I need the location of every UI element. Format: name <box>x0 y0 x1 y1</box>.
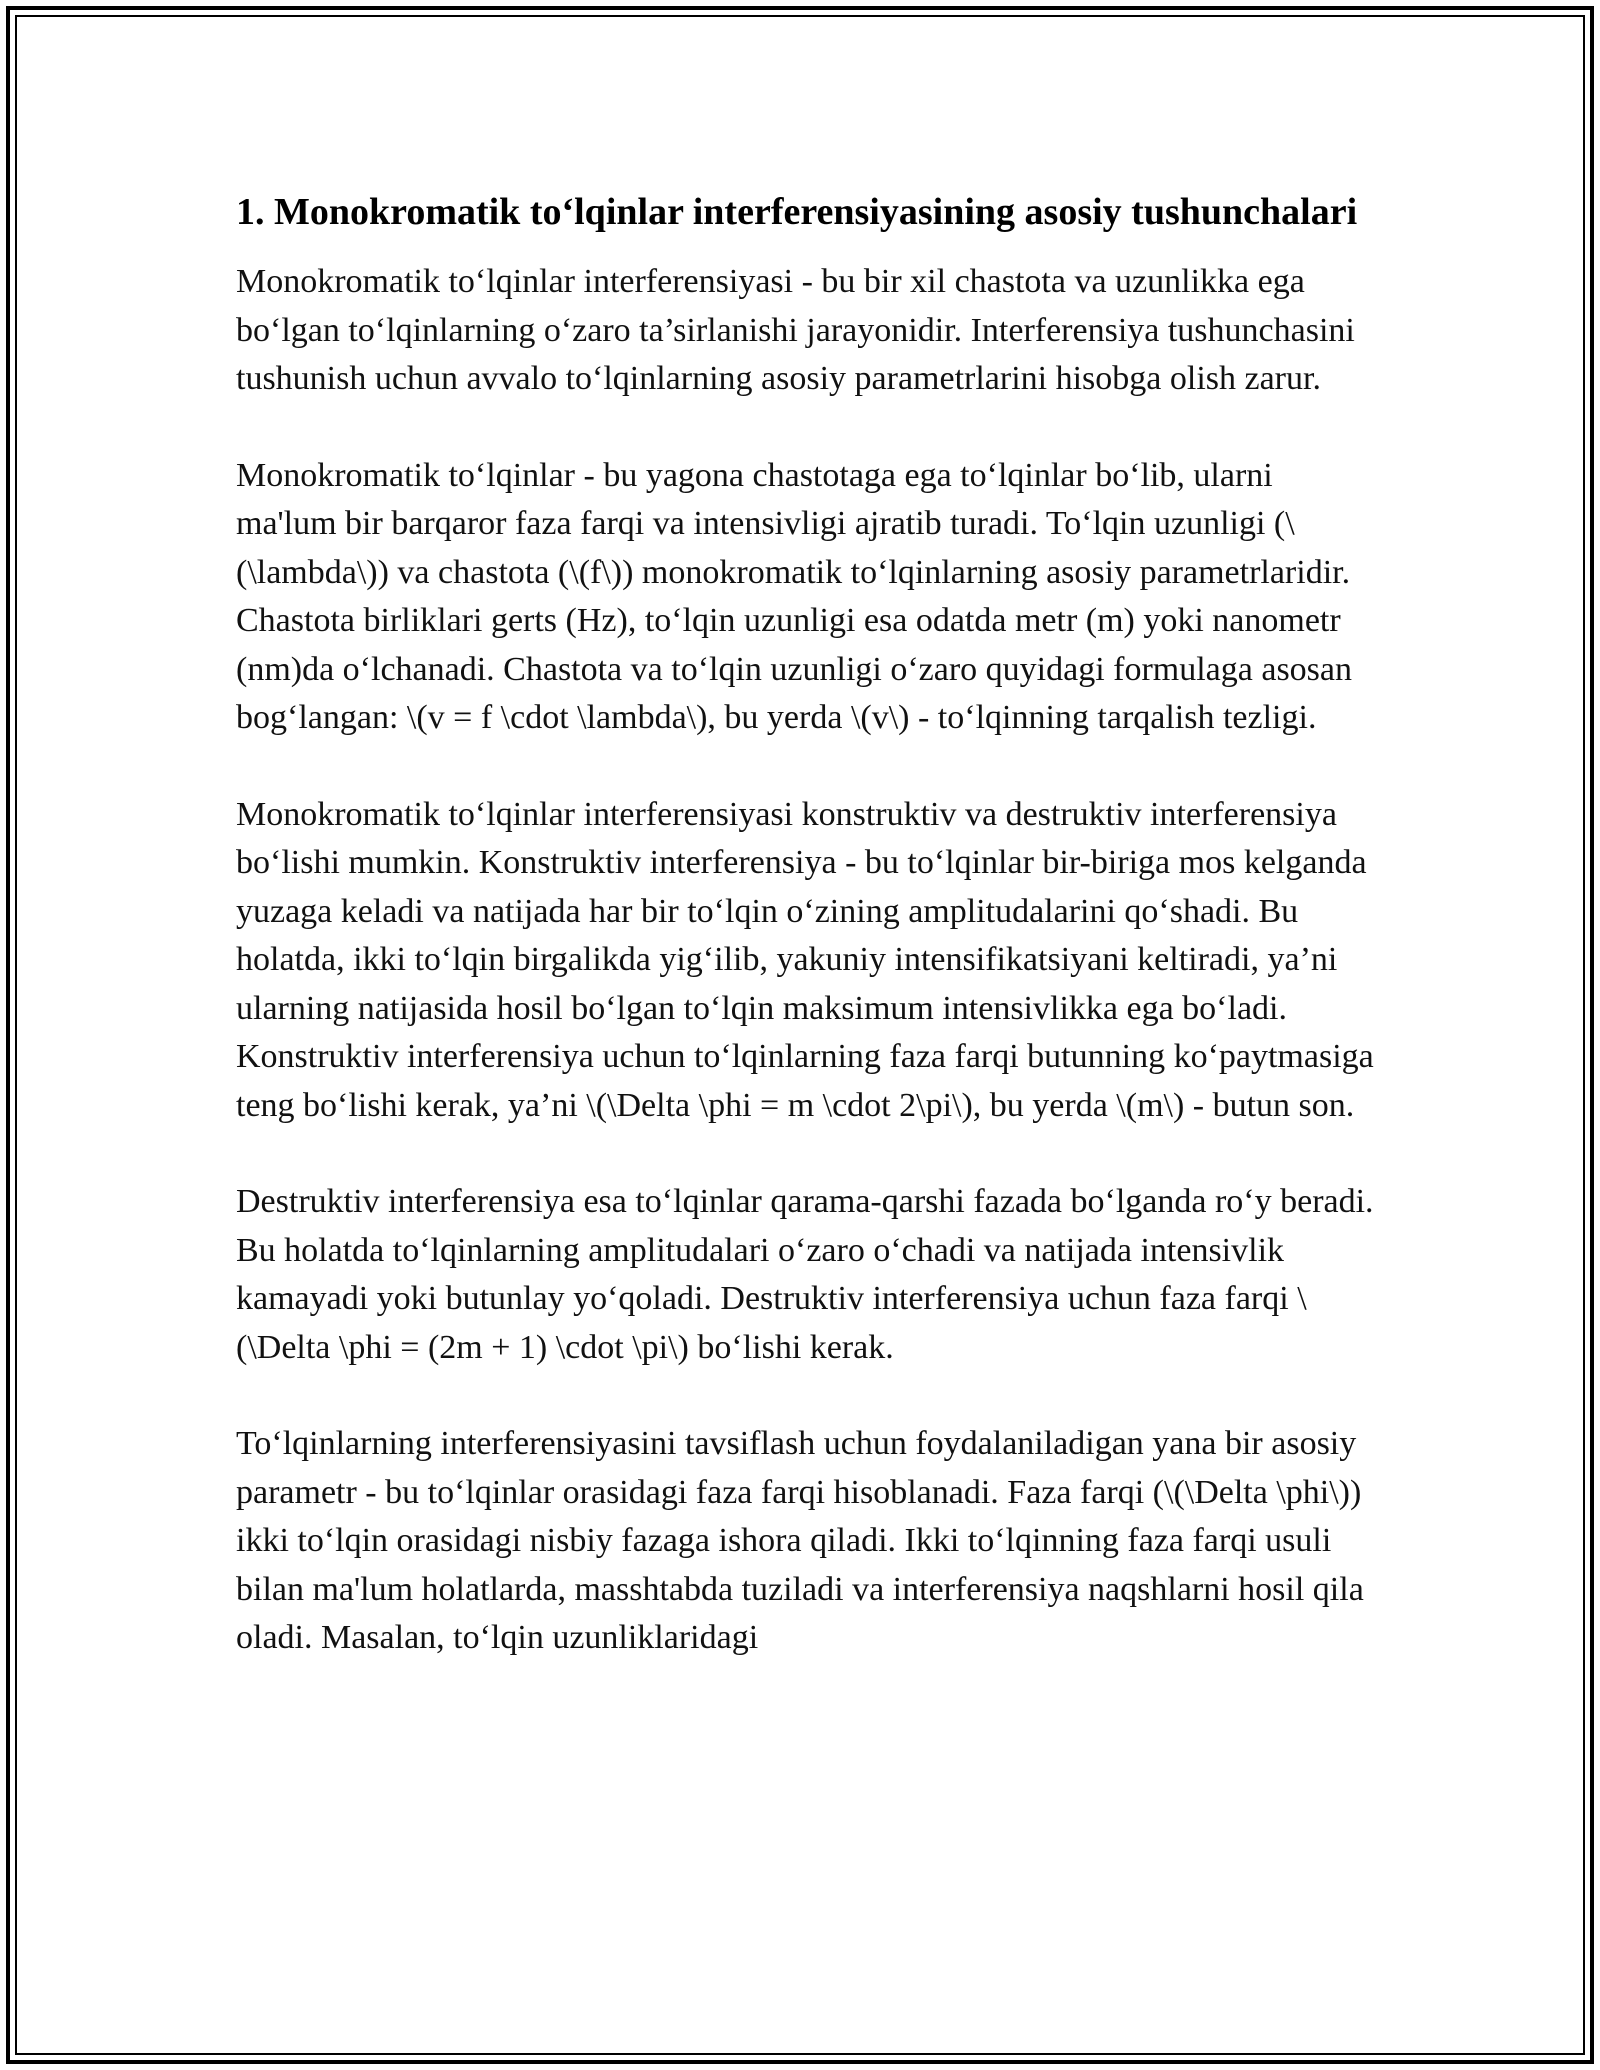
paragraph-monochromatic-definition: Monokromatik to‘lqinlar - bu yagona chastotaga ega to‘lqinlar bo‘lib, ularni ma'lum bir barqaror faza farqi va intensivligi ajratib turadi. To‘lqin uzunligi (\(\lambda\)) va chastota (\(f\)) monokromatik to‘lqinlarning asosiy parametrlaridir. Chastota birliklari gerts (Hz), to‘lqin uzunligi esa odatda metr (m) yoki nanometr (nm)da o‘lchanadi. Chastota va to‘lqin uzunligi o‘zaro quyidagi formulaga asosan bog‘langan: \(v = f \cdot \lambda\), bu yerda \(v\) - to‘lqinning tarqalish tezligi. <box>236 456 1353 736</box>
paragraph-intro: Monokromatik to‘lqinlar interferensiyasi - bu bir xil chastota va uzunlikka ega bo‘lgan to‘lqinlarning o‘zaro ta’sirlanishi jarayonidir. Interferensiya tushunchasini tushunish uchun avvalo to‘lqinlarning asosiy parametrlarini hisobga olish zarur. <box>236 263 1355 397</box>
paragraph-destructive-interference: Destruktiv interferensiya esa to‘lqinlar qarama-qarshi fazada bo‘lganda ro‘y beradi. Bu holatda to‘lqinlarning amplitudalari o‘zaro o‘chadi va natijada intensivlik kamayadi yoki butunlay yo‘qoladi. Destruktiv interferensiya uchun faza farqi \(\Delta \phi = (2m + 1) \cdot \pi\) bo‘lishi kerak. <box>236 1183 1374 1366</box>
paragraph-constructive-interference: Monokromatik to‘lqinlar interferensiyasi konstruktiv va destruktiv interferensiya bo‘lishi mumkin. Konstruktiv interferensiya - bu to‘lqinlar bir-biriga mos kelganda yuzaga keladi va natijada har bir to‘lqin o‘zining amplitudalarini qo‘shadi. Bu holatda, ikki to‘lqin birgalikda yig‘ilib, yakuniy intensifikatsiyani keltiradi, ya’ni ularning natijasida hosil bo‘lgan to‘lqin maksimum intensivlikka ega bo‘ladi. Konstruktiv interferensiya uchun to‘lqinlarning faza farqi butunning ko‘paytmasiga teng bo‘lishi kerak, ya’ni \(\Delta \phi = m \cdot 2\pi\), bu yerda \(m\) - butun son. <box>236 795 1374 1124</box>
document-body <box>236 185 1376 1711</box>
section-heading: 1. Monokromatik to‘lqinlar interferensiyasining asosiy tushunchalari <box>236 191 1358 233</box>
paragraph-phase-difference: To‘lqinlarning interferensiyasini tavsiflash uchun foydalaniladigan yana bir asosiy parametr - bu to‘lqinlar orasidagi faza farqi hisoblanadi. Faza farqi (\(\Delta \phi\)) ikki to‘lqin orasidagi nisbiy fazaga ishora qiladi. Ikki to‘lqinning faza farqi usuli bilan ma'lum holatlarda, masshtabda tuziladi va interferensiya naqshlarni hosil qila oladi. Masalan, to‘lqin uzunliklaridagi <box>236 1425 1364 1656</box>
